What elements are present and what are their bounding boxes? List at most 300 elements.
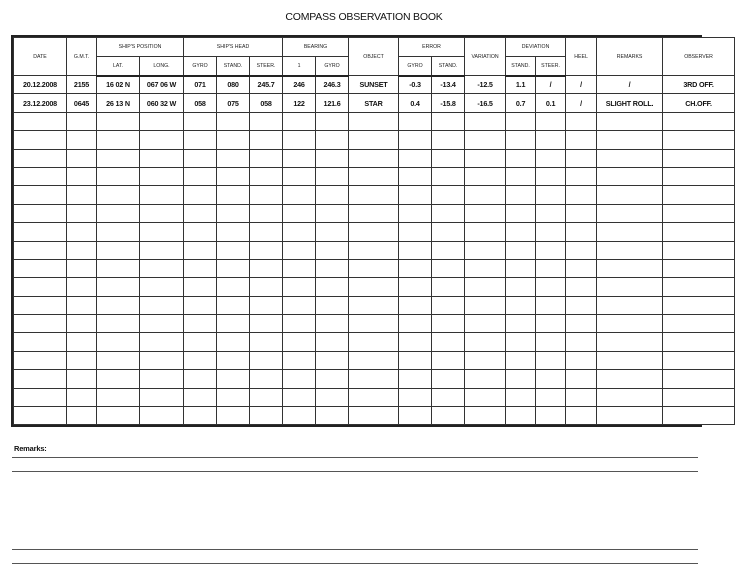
empty-cell (97, 149, 140, 167)
empty-cell (250, 388, 283, 406)
empty-cell (140, 388, 184, 406)
empty-cell (14, 315, 67, 333)
empty-cell (432, 167, 465, 185)
empty-cell (566, 315, 597, 333)
empty-cell (465, 112, 506, 130)
empty-cell (97, 186, 140, 204)
empty-cell (432, 296, 465, 314)
empty-cell (97, 223, 140, 241)
empty-cell (663, 278, 735, 296)
cell-lat: 16 02 N (97, 76, 140, 94)
empty-cell (67, 296, 97, 314)
empty-cell (536, 149, 566, 167)
empty-cell (432, 131, 465, 149)
empty-row (14, 388, 735, 406)
empty-cell (597, 241, 663, 259)
empty-cell (506, 278, 536, 296)
empty-cell (465, 259, 506, 277)
empty-cell (566, 370, 597, 388)
empty-row (14, 204, 735, 222)
cell-heel: / (566, 76, 597, 94)
empty-cell (97, 278, 140, 296)
empty-cell (140, 351, 184, 369)
empty-cell (349, 407, 399, 425)
header-dev-stand: STAND. (506, 57, 536, 76)
header-head-steer: STEER. (250, 57, 283, 76)
empty-cell (97, 259, 140, 277)
empty-cell (283, 278, 316, 296)
empty-cell (217, 223, 250, 241)
empty-cell (349, 351, 399, 369)
empty-cell (140, 131, 184, 149)
empty-cell (506, 315, 536, 333)
empty-cell (465, 204, 506, 222)
empty-cell (349, 149, 399, 167)
empty-cell (536, 131, 566, 149)
header-head-stand: STAND. (217, 57, 250, 76)
empty-row (14, 333, 735, 351)
empty-row (14, 186, 735, 204)
empty-cell (67, 407, 97, 425)
header-bearing-gyro: GYRO (316, 57, 349, 76)
empty-cell (14, 351, 67, 369)
empty-cell (283, 204, 316, 222)
empty-row (14, 223, 735, 241)
empty-cell (432, 388, 465, 406)
empty-cell (663, 296, 735, 314)
empty-cell (184, 149, 217, 167)
empty-cell (140, 370, 184, 388)
empty-cell (663, 149, 735, 167)
empty-cell (217, 315, 250, 333)
empty-cell (566, 112, 597, 130)
empty-cell (536, 278, 566, 296)
empty-cell (250, 186, 283, 204)
empty-cell (316, 204, 349, 222)
empty-cell (217, 388, 250, 406)
empty-row (14, 407, 735, 425)
empty-cell (597, 149, 663, 167)
empty-cell (283, 351, 316, 369)
empty-cell (283, 333, 316, 351)
empty-cell (217, 351, 250, 369)
header-long: LONG. (140, 57, 184, 76)
empty-cell (14, 296, 67, 314)
empty-cell (663, 370, 735, 388)
empty-cell (67, 370, 97, 388)
empty-cell (566, 167, 597, 185)
empty-cell (465, 370, 506, 388)
empty-cell (597, 278, 663, 296)
empty-cell (184, 370, 217, 388)
header-ships-head: SHIP'S HEAD (184, 38, 283, 57)
header-bearing-1: 1 (283, 57, 316, 76)
empty-cell (250, 407, 283, 425)
empty-cell (536, 241, 566, 259)
empty-cell (217, 186, 250, 204)
cell-head-steer: 245.7 (250, 76, 283, 94)
empty-cell (566, 296, 597, 314)
empty-cell (597, 388, 663, 406)
empty-cell (536, 296, 566, 314)
empty-cell (597, 407, 663, 425)
empty-cell (67, 186, 97, 204)
cell-dev-stand: 1.1 (506, 76, 536, 94)
header-variation: VARIATION (465, 38, 506, 76)
empty-cell (250, 315, 283, 333)
empty-cell (399, 167, 432, 185)
empty-cell (250, 112, 283, 130)
empty-cell (316, 407, 349, 425)
header-observer: OBSERVER (663, 38, 735, 76)
header-ships-position: SHIP'S POSITION (97, 38, 184, 57)
empty-cell (97, 167, 140, 185)
empty-cell (465, 296, 506, 314)
empty-cell (399, 112, 432, 130)
empty-cell (97, 351, 140, 369)
empty-cell (14, 223, 67, 241)
header-dev-steer: STEER. (536, 57, 566, 76)
empty-cell (566, 351, 597, 369)
empty-cell (663, 186, 735, 204)
empty-cell (283, 315, 316, 333)
empty-cell (432, 186, 465, 204)
empty-cell (67, 351, 97, 369)
empty-cell (663, 131, 735, 149)
empty-cell (399, 204, 432, 222)
empty-cell (97, 131, 140, 149)
empty-cell (217, 241, 250, 259)
empty-cell (536, 186, 566, 204)
empty-cell (399, 333, 432, 351)
empty-cell (399, 388, 432, 406)
empty-cell (283, 296, 316, 314)
empty-cell (663, 223, 735, 241)
empty-cell (283, 223, 316, 241)
empty-cell (349, 223, 399, 241)
empty-cell (566, 131, 597, 149)
empty-cell (432, 278, 465, 296)
empty-cell (184, 259, 217, 277)
empty-row (14, 351, 735, 369)
empty-cell (217, 259, 250, 277)
empty-cell (399, 407, 432, 425)
empty-cell (14, 259, 67, 277)
empty-cell (184, 315, 217, 333)
cell-long: 060 32 W (140, 94, 184, 112)
empty-row (14, 149, 735, 167)
empty-cell (97, 204, 140, 222)
empty-cell (399, 131, 432, 149)
empty-cell (184, 333, 217, 351)
empty-cell (217, 112, 250, 130)
remarks-line (12, 549, 698, 550)
empty-cell (283, 186, 316, 204)
empty-cell (67, 259, 97, 277)
empty-cell (283, 112, 316, 130)
empty-cell (536, 370, 566, 388)
empty-cell (506, 259, 536, 277)
remarks-line (12, 563, 698, 564)
cell-lat: 26 13 N (97, 94, 140, 112)
empty-cell (399, 296, 432, 314)
empty-cell (316, 278, 349, 296)
empty-cell (536, 407, 566, 425)
empty-cell (250, 131, 283, 149)
empty-cell (184, 112, 217, 130)
empty-cell (14, 149, 67, 167)
empty-cell (432, 315, 465, 333)
empty-cell (663, 241, 735, 259)
empty-cell (597, 333, 663, 351)
empty-row (14, 112, 735, 130)
empty-cell (283, 388, 316, 406)
empty-cell (349, 388, 399, 406)
empty-cell (566, 407, 597, 425)
empty-cell (250, 223, 283, 241)
cell-bearing-gyro: 121.6 (316, 94, 349, 112)
empty-cell (432, 204, 465, 222)
empty-cell (97, 241, 140, 259)
empty-cell (663, 167, 735, 185)
empty-cell (349, 296, 399, 314)
empty-cell (67, 223, 97, 241)
empty-row (14, 370, 735, 388)
empty-cell (506, 296, 536, 314)
empty-row (14, 259, 735, 277)
empty-cell (217, 370, 250, 388)
empty-cell (283, 407, 316, 425)
empty-cell (283, 167, 316, 185)
empty-cell (140, 204, 184, 222)
empty-cell (14, 112, 67, 130)
cell-remarks: / (597, 76, 663, 94)
cell-dev-steer: / (536, 76, 566, 94)
empty-cell (349, 186, 399, 204)
cell-remarks: SLIGHT ROLL. (597, 94, 663, 112)
empty-cell (432, 259, 465, 277)
empty-cell (97, 333, 140, 351)
empty-cell (399, 278, 432, 296)
empty-cell (97, 370, 140, 388)
header-bearing: BEARING (283, 38, 349, 57)
empty-cell (399, 241, 432, 259)
empty-cell (349, 259, 399, 277)
empty-cell (250, 241, 283, 259)
empty-cell (465, 351, 506, 369)
empty-cell (663, 333, 735, 351)
observation-rows (14, 76, 735, 425)
remarks-line (12, 457, 698, 458)
empty-cell (316, 296, 349, 314)
cell-head-stand: 080 (217, 76, 250, 94)
empty-cell (399, 259, 432, 277)
empty-cell (349, 167, 399, 185)
empty-cell (597, 167, 663, 185)
empty-cell (217, 204, 250, 222)
cell-head-gyro: 058 (184, 94, 217, 112)
empty-cell (97, 296, 140, 314)
empty-cell (349, 241, 399, 259)
empty-cell (465, 333, 506, 351)
remarks-line (12, 471, 698, 472)
empty-cell (316, 351, 349, 369)
cell-bearing-1: 122 (283, 94, 316, 112)
header-gmt: G.M.T. (67, 38, 97, 76)
empty-cell (140, 278, 184, 296)
empty-cell (506, 223, 536, 241)
cell-head-gyro: 071 (184, 76, 217, 94)
empty-cell (432, 241, 465, 259)
empty-cell (465, 131, 506, 149)
cell-bearing-gyro: 246.3 (316, 76, 349, 94)
empty-cell (14, 370, 67, 388)
empty-cell (283, 149, 316, 167)
empty-cell (506, 333, 536, 351)
empty-cell (566, 278, 597, 296)
header-deviation: DEVIATION (506, 38, 566, 57)
header-error: ERROR (399, 38, 465, 57)
empty-cell (67, 131, 97, 149)
empty-cell (250, 351, 283, 369)
empty-cell (14, 186, 67, 204)
empty-cell (506, 167, 536, 185)
empty-cell (536, 167, 566, 185)
empty-cell (184, 167, 217, 185)
empty-cell (217, 333, 250, 351)
empty-cell (140, 241, 184, 259)
empty-cell (14, 388, 67, 406)
header-error-gyro: GYRO (399, 57, 432, 76)
empty-cell (316, 223, 349, 241)
empty-cell (316, 388, 349, 406)
empty-cell (663, 315, 735, 333)
empty-cell (14, 131, 67, 149)
cell-observer: CH.OFF. (663, 94, 735, 112)
empty-cell (140, 112, 184, 130)
empty-cell (597, 351, 663, 369)
empty-cell (67, 241, 97, 259)
empty-cell (536, 112, 566, 130)
empty-cell (465, 186, 506, 204)
empty-cell (283, 131, 316, 149)
empty-cell (566, 241, 597, 259)
empty-row (14, 296, 735, 314)
empty-cell (349, 370, 399, 388)
empty-cell (97, 315, 140, 333)
empty-cell (14, 407, 67, 425)
empty-cell (140, 223, 184, 241)
empty-cell (97, 112, 140, 130)
empty-cell (432, 333, 465, 351)
empty-cell (597, 296, 663, 314)
empty-cell (465, 223, 506, 241)
empty-cell (316, 241, 349, 259)
empty-cell (506, 407, 536, 425)
empty-cell (67, 315, 97, 333)
cell-date: 20.12.2008 (14, 76, 67, 94)
cell-observer: 3RD OFF. (663, 76, 735, 94)
cell-error-gyro: 0.4 (399, 94, 432, 112)
header-date: DATE (14, 38, 67, 76)
cell-object: SUNSET (349, 76, 399, 94)
empty-cell (283, 241, 316, 259)
cell-bearing-1: 246 (283, 76, 316, 94)
cell-gmt: 2155 (67, 76, 97, 94)
empty-cell (597, 186, 663, 204)
cell-date: 23.12.2008 (14, 94, 67, 112)
empty-cell (67, 149, 97, 167)
empty-cell (140, 259, 184, 277)
empty-cell (506, 351, 536, 369)
empty-cell (566, 388, 597, 406)
table-row (14, 94, 735, 112)
empty-cell (316, 186, 349, 204)
empty-cell (217, 167, 250, 185)
empty-cell (140, 296, 184, 314)
empty-cell (566, 186, 597, 204)
empty-cell (566, 223, 597, 241)
empty-cell (316, 315, 349, 333)
cell-dev-stand: 0.7 (506, 94, 536, 112)
empty-cell (432, 370, 465, 388)
empty-row (14, 131, 735, 149)
cell-object: STAR (349, 94, 399, 112)
empty-cell (97, 407, 140, 425)
empty-cell (349, 204, 399, 222)
observation-log (11, 35, 714, 427)
empty-row (14, 315, 735, 333)
empty-cell (465, 149, 506, 167)
empty-cell (536, 315, 566, 333)
empty-cell (465, 407, 506, 425)
empty-row (14, 167, 735, 185)
empty-cell (597, 259, 663, 277)
empty-cell (184, 278, 217, 296)
header-heel: HEEL (566, 38, 597, 76)
empty-cell (663, 259, 735, 277)
empty-cell (217, 407, 250, 425)
empty-cell (184, 241, 217, 259)
empty-cell (97, 388, 140, 406)
empty-cell (184, 131, 217, 149)
empty-cell (566, 149, 597, 167)
empty-cell (663, 112, 735, 130)
empty-cell (184, 186, 217, 204)
empty-cell (184, 388, 217, 406)
empty-cell (597, 112, 663, 130)
empty-cell (399, 149, 432, 167)
empty-cell (217, 131, 250, 149)
page-title: COMPASS OBSERVATION BOOK (285, 11, 443, 23)
empty-cell (140, 315, 184, 333)
empty-cell (184, 407, 217, 425)
empty-cell (536, 223, 566, 241)
empty-cell (316, 149, 349, 167)
cell-long: 067 06 W (140, 76, 184, 94)
empty-cell (597, 204, 663, 222)
empty-cell (283, 259, 316, 277)
empty-row (14, 278, 735, 296)
empty-cell (316, 131, 349, 149)
empty-cell (67, 167, 97, 185)
empty-cell (140, 407, 184, 425)
empty-cell (140, 333, 184, 351)
empty-cell (14, 241, 67, 259)
empty-cell (349, 131, 399, 149)
empty-cell (536, 204, 566, 222)
cell-gmt: 0645 (67, 94, 97, 112)
